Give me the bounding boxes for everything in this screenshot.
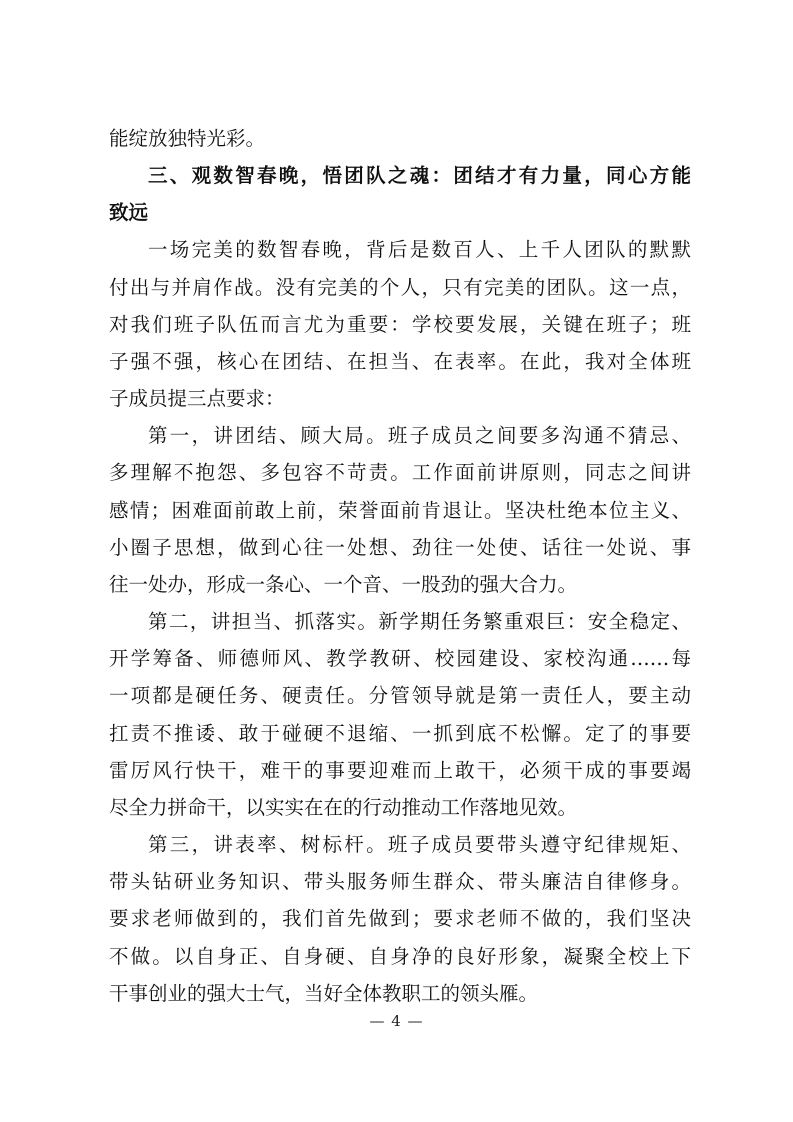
paragraph-line: 小圈子思想，做到心往一处想、劲往一处使、话往一处说、事 (109, 535, 691, 559)
paragraph-line: 要求老师做到的，我们首先做到；要求老师不做的，我们坚决 (109, 907, 691, 931)
page-number: — 4 — (369, 1012, 424, 1030)
paragraph-line: 子强不强，核心在团结、在担当、在表率。在此，我对全体班 (109, 349, 691, 373)
paragraph-line: 干事创业的强大士气，当好全体教职工的领头雁。 (109, 981, 539, 1005)
paragraph-line: 带头钻研业务知识、带头服务师生群众、带头廉洁自律修身。 (109, 870, 691, 894)
paragraph-line: 雷厉风行快干，难干的事要迎难而上敢干，必须干成的事要竭 (109, 758, 691, 782)
paragraph-line: 一项都是硬任务、硬责任。分管领导就是第一责任人，要主动 (109, 684, 691, 708)
paragraph-line: 尽全力拼命干，以实实在在的行动推动工作落地见效。 (109, 795, 578, 819)
paragraph-line: 一场完美的数智春晚，背后是数百人、上千人团队的默默 (148, 238, 691, 262)
paragraph-line: 不做。以自身正、自身硬、自身净的良好形象，凝聚全校上下 (109, 944, 691, 968)
paragraph-line: 付出与并肩作战。没有完美的个人，只有完美的团队。这一点， (109, 275, 691, 299)
text-line: 能绽放独特光彩。 (109, 127, 266, 150)
paragraph-line: 扛责不推诿、敢于碰硬不退缩、一抓到底不松懈。定了的事要 (109, 721, 691, 745)
paragraph-line: 往一处办，形成一条心、一个音、一股劲的强大合力。 (109, 572, 578, 596)
paragraph-line: 感情；困难面前敢上前，荣誉面前肯退让。坚决杜绝本位主义、 (109, 498, 691, 522)
paragraph-line: 开学筹备、师德师风、教学教研、校园建设、家校沟通……每 (109, 647, 691, 671)
paragraph-line: 对我们班子队伍而言尤为重要：学校要发展，关键在班子；班 (109, 312, 691, 336)
paragraph-line: 子成员提三点要求： (109, 387, 285, 411)
section-heading-continuation: 致远 (109, 201, 149, 225)
paragraph-line: 第二，讲担当、抓落实。新学期任务繁重艰巨：安全稳定、 (148, 610, 691, 634)
paragraph-line: 多理解不抱怨、多包容不苛责。工作面前讲原则，同志之间讲 (109, 461, 691, 485)
paragraph-line: 第一，讲团结、顾大局。班子成员之间要多沟通不猜忌、 (148, 424, 691, 448)
section-heading: 三、观数智春晚，悟团队之魂：团结才有力量，同心方能 (148, 164, 691, 188)
paragraph-line: 第三，讲表率、树标杆。班子成员要带头遵守纪律规矩、 (148, 833, 691, 857)
